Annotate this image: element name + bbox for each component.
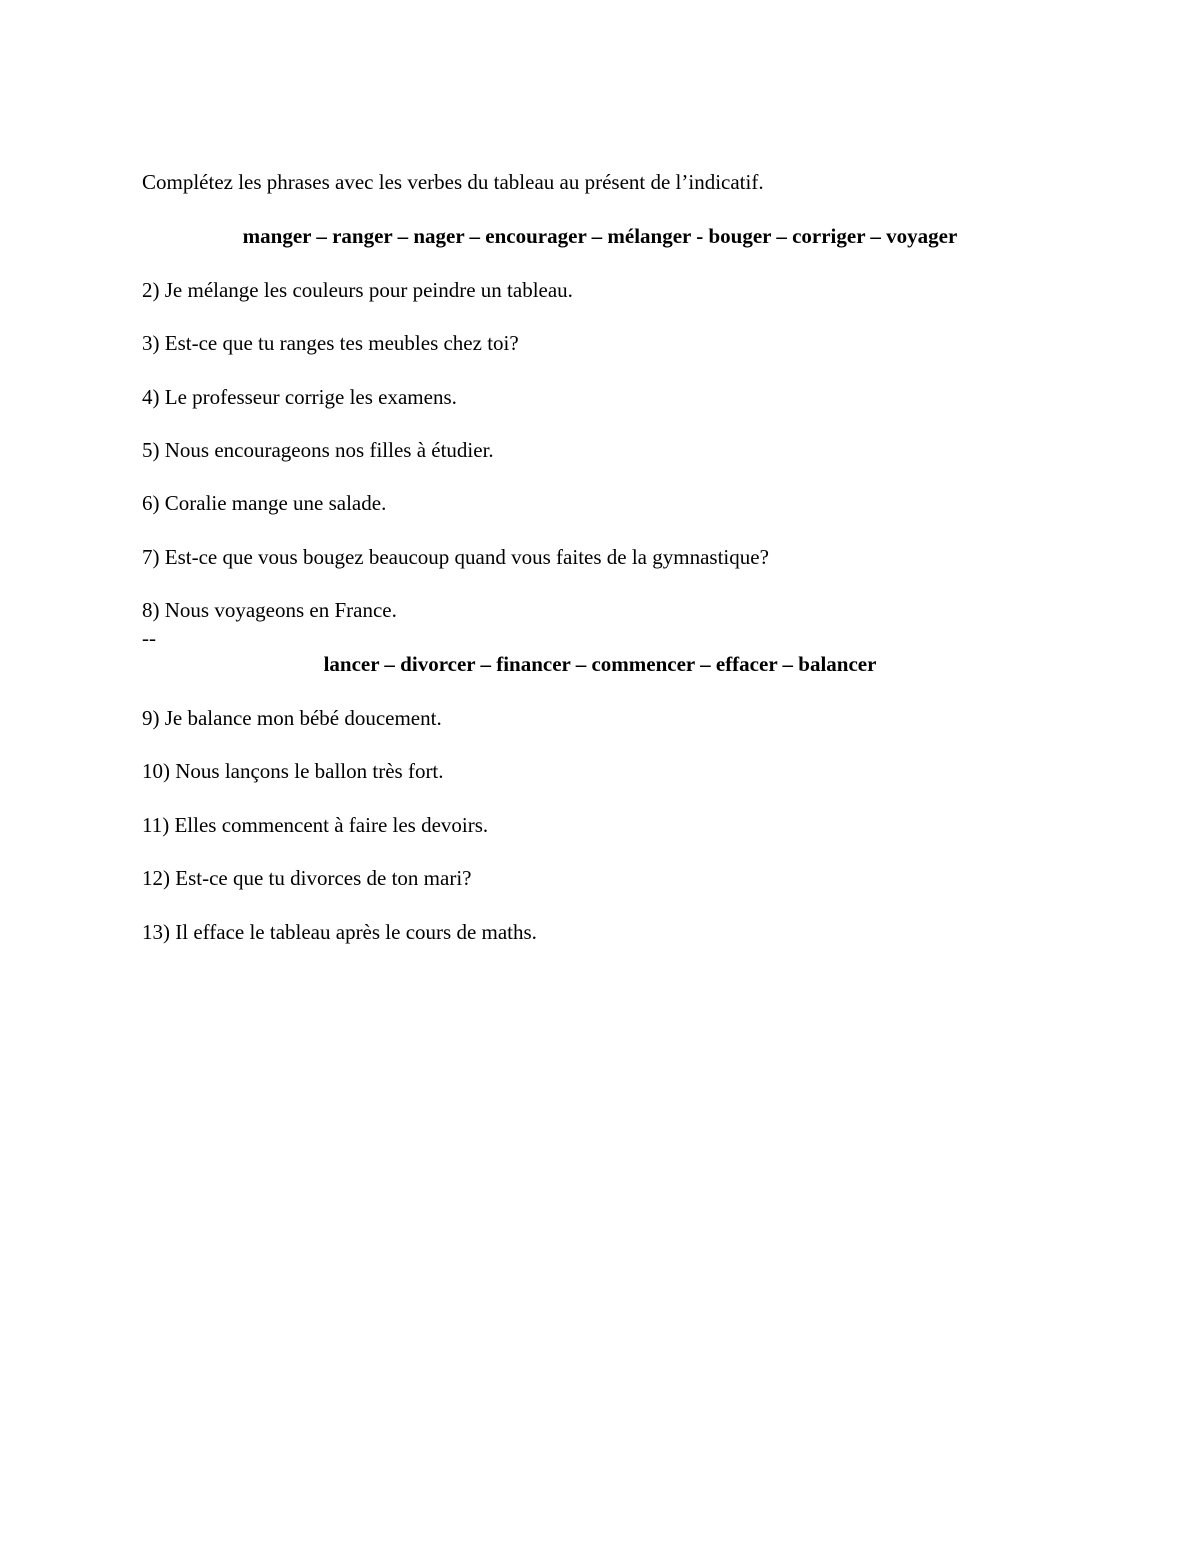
separator: --	[142, 626, 156, 650]
sentence-8: 8) Nous voyageons en France.	[142, 598, 397, 622]
sentence-5: 5) Nous encourageons nos filles à étudier.	[142, 438, 494, 462]
sentence-13: 13) Il efface le tableau après le cours de maths.	[142, 920, 537, 944]
sentence-9: 9) Je balance mon bébé doucement.	[142, 706, 442, 730]
sentence-12: 12) Est-ce que tu divorces de ton mari?	[142, 866, 472, 890]
sentence-10: 10) Nous lançons le ballon très fort.	[142, 759, 444, 783]
sentence-3: 3) Est-ce que tu ranges tes meubles chez toi?	[142, 331, 519, 355]
sentence-7: 7) Est-ce que vous bougez beaucoup quand vous faites de la gymnastique?	[142, 545, 769, 569]
verb-list-2: lancer – divorcer – financer – commencer – effacer – balancer	[323, 652, 877, 676]
sentence-11: 11) Elles commencent à faire les devoirs.	[142, 813, 489, 837]
instruction-text: Complétez les phrases avec les verbes du tableau au présent de l’indicatif.	[142, 170, 764, 194]
sentence-6: 6) Coralie mange une salade.	[142, 491, 387, 515]
verb-list-1: manger – ranger – nager – encourager – mélanger - bouger – corriger – voyager	[242, 224, 958, 248]
sentence-4: 4) Le professeur corrige les examens.	[142, 385, 457, 409]
sentence-2: 2) Je mélange les couleurs pour peindre un tableau.	[142, 278, 573, 302]
